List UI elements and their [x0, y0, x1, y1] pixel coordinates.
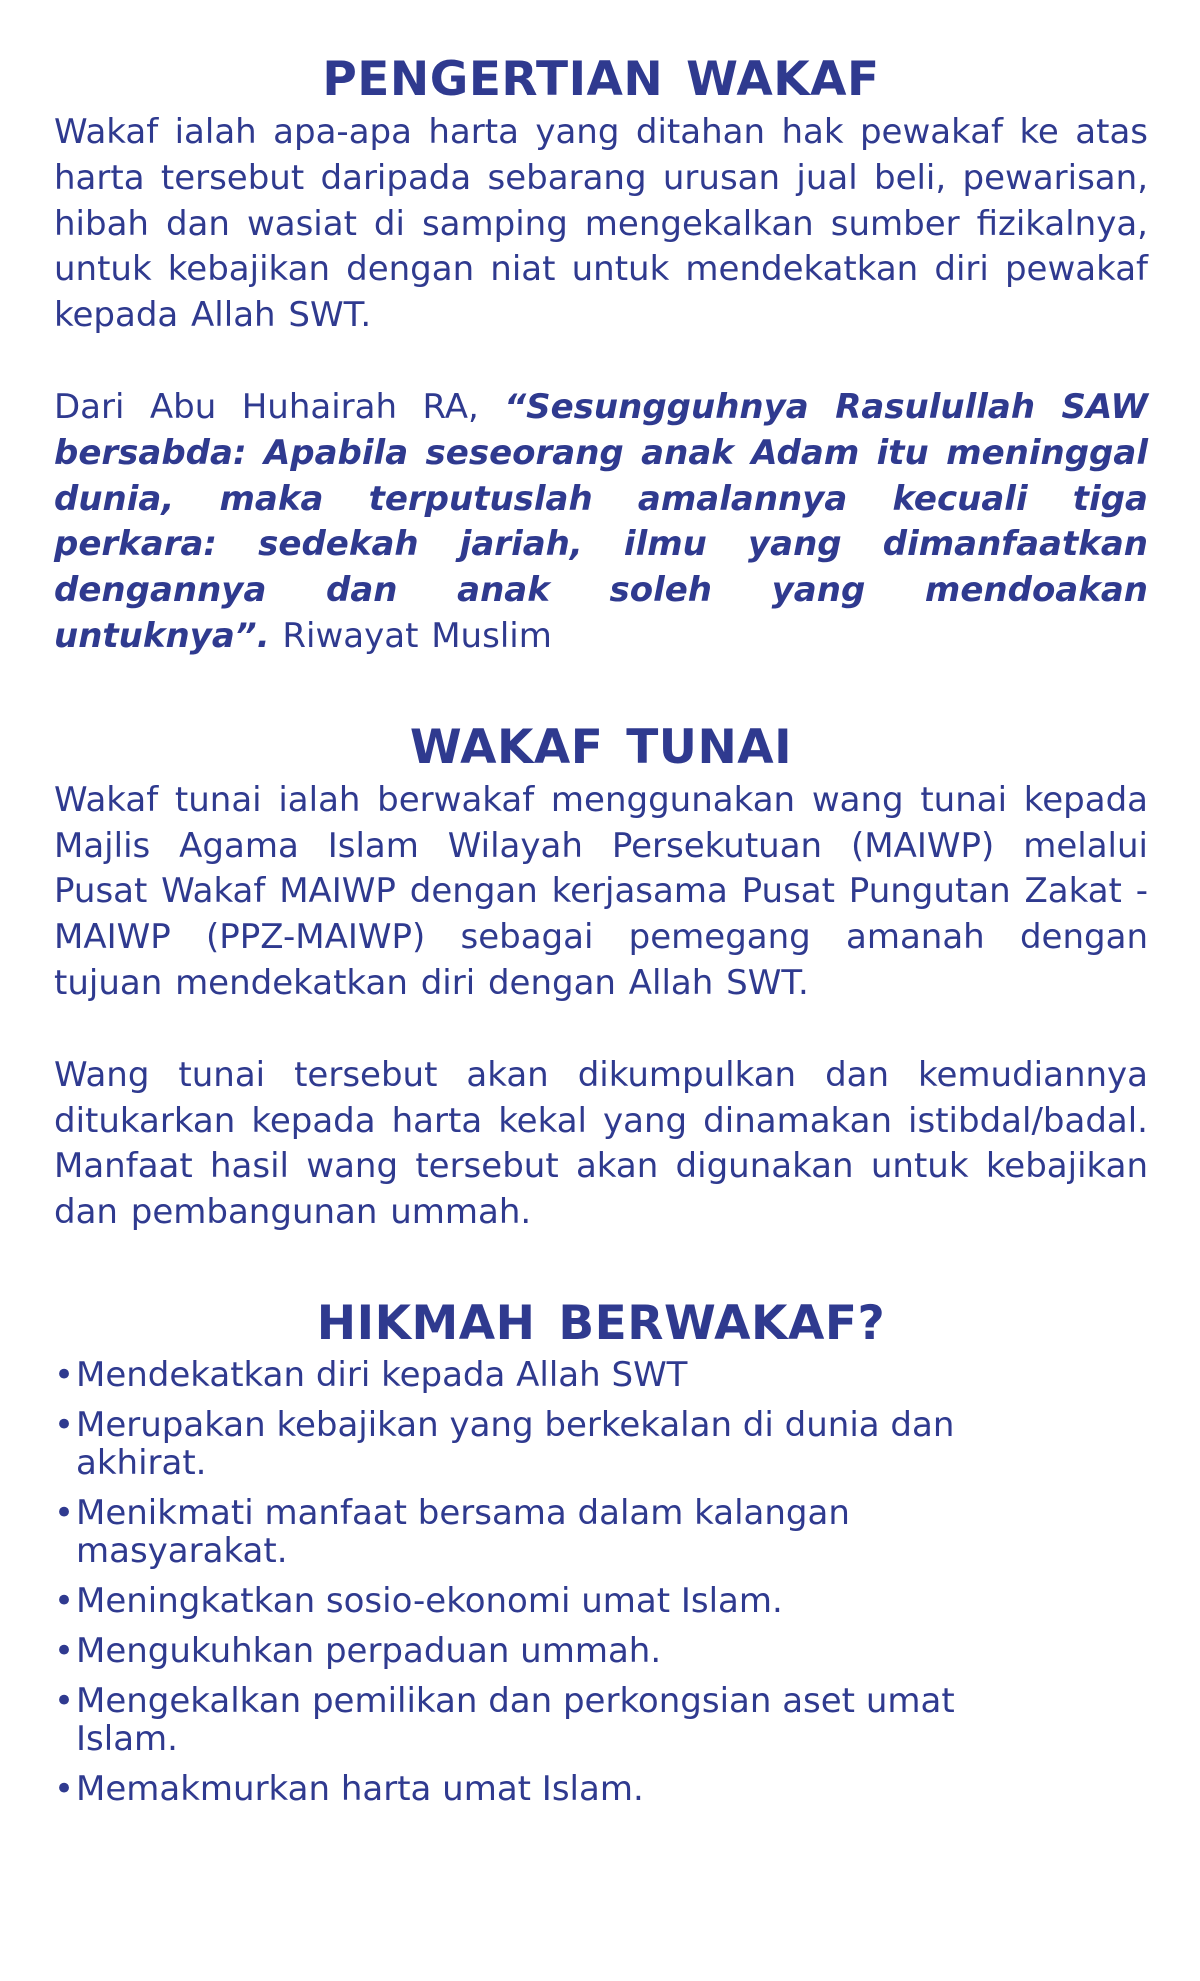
bullet-icon: •: [54, 1768, 75, 1809]
heading-pengertian-wakaf: PENGERTIAN WAKAF: [322, 52, 880, 107]
spacer: [54, 339, 1148, 385]
hadith-source: Riwayat Muslim: [269, 615, 552, 656]
list-item: [54, 1406, 1056, 1482]
list-item-text: Mengukuhkan perpaduan ummah.: [76, 1630, 662, 1671]
hikmah-list: [54, 1356, 1148, 1808]
hadith-intro: Dari Abu Huhairah RA,: [54, 386, 505, 427]
list-item-text: Merupakan kebajikan yang berkekalan di dunia dan akhirat.: [76, 1404, 955, 1483]
bullet-icon: •: [54, 1630, 75, 1671]
list-item: [54, 1770, 1056, 1808]
hadith-quote: “Sesungguhnya Rasulullah SAW bersabda: Apabila seseorang anak Adam itu meninggal dunia, maka terputuslah amalannya kecuali tiga perkara: sedekah jariah, ilmu yang dimanfaatkan dengannya dan anak soleh yang mendoakan untuknya”.: [54, 386, 1148, 656]
bullet-icon: •: [54, 1680, 75, 1721]
list-item: [54, 1494, 1056, 1570]
heading-hikmah-berwakaf: HIKMAH BERWAKAF?: [316, 1295, 886, 1351]
list-item-text: Mengekalkan pemilikan dan perkongsian aset umat Islam.: [76, 1680, 955, 1759]
spacer: [54, 660, 1148, 718]
list-item: [54, 1632, 1056, 1670]
spacer: [54, 1236, 1148, 1294]
list-item-text: Mendekatkan diri kepada Allah SWT: [76, 1354, 688, 1395]
paragraph-pengertian-wakaf: Wakaf ialah apa-apa harta yang ditahan hak pewakaf ke atas harta tersebut daripada sebarang urusan jual beli, pewarisan, hibah dan wasiat di samping mengekalkan sumber fizikalnya, untuk kebajikan dengan niat untuk mendekatkan diri pewakaf kepada Allah SWT.: [54, 112, 1148, 336]
list-item-text: Menikmati manfaat bersama dalam kalangan masyarakat.: [76, 1492, 850, 1571]
hadith-paragraph: [54, 385, 1148, 660]
spacer: [54, 1007, 1148, 1053]
paragraph-wakaf-tunai-usage: Wang tunai tersebut akan dikumpulkan dan kemudiannya ditukarkan kepada harta kekal yang dinamakan istibdal/badal. Manfaat hasil wang tersebut akan digunakan untuk kebajikan dan pembangunan ummah.: [54, 1054, 1148, 1233]
list-item: [54, 1356, 1056, 1394]
list-item-text: Meningkatkan sosio-ekonomi umat Islam.: [76, 1580, 783, 1621]
bullet-icon: •: [54, 1404, 75, 1445]
list-item: [54, 1582, 1056, 1620]
list-item-text: Memakmurkan harta umat Islam.: [76, 1768, 644, 1809]
heading-wakaf-tunai: WAKAF TUNAI: [409, 719, 793, 775]
bullet-icon: •: [54, 1580, 75, 1621]
paragraph-wakaf-tunai-definition: Wakaf tunai ialah berwakaf menggunakan wang tunai kepada Majlis Agama Islam Wilayah Persekutuan (MAIWP) melalui Pusat Wakaf MAIWP dengan kerjasama Pusat Pungutan Zakat -MAIWP (PPZ-MAIWP) sebagai pemegang amanah dengan tujuan mendekatkan diri dengan Allah SWT.: [54, 779, 1148, 1003]
bullet-icon: •: [54, 1354, 75, 1395]
list-item: [54, 1682, 1056, 1758]
bullet-icon: •: [54, 1492, 75, 1533]
